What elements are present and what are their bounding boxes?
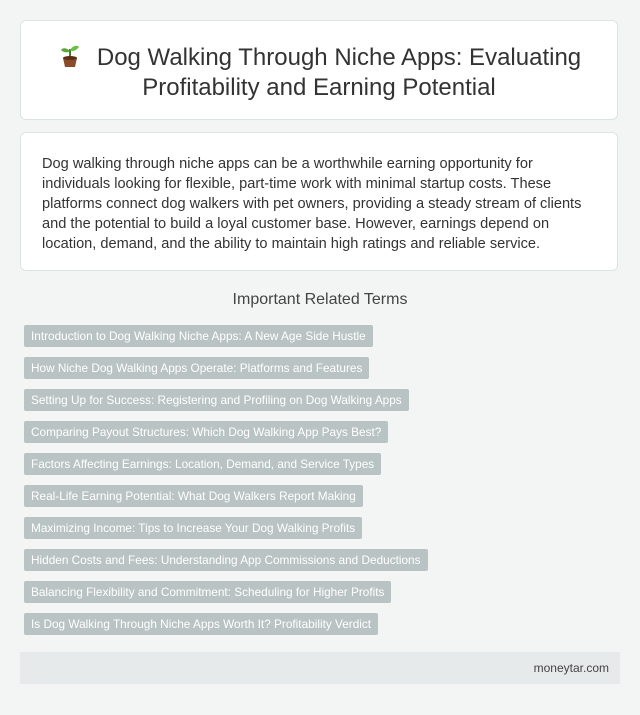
intro-card xyxy=(20,132,618,271)
related-term-tag[interactable]: Maximizing Income: Tips to Increase Your Dog Walking Profits xyxy=(24,517,362,539)
footer xyxy=(20,652,620,684)
related-terms-heading: Important Related Terms xyxy=(232,291,408,308)
related-term-tag[interactable]: Real-Life Earning Potential: What Dog Walkers Report Making xyxy=(24,485,363,507)
related-term-tag[interactable]: Is Dog Walking Through Niche Apps Worth It? Profitability Verdict xyxy=(24,613,378,635)
footer-site-name[interactable]: moneytar.com xyxy=(533,661,609,675)
related-term-tag[interactable]: Factors Affecting Earnings: Location, Demand, and Service Types xyxy=(24,453,381,475)
related-term-tag[interactable]: Balancing Flexibility and Commitment: Scheduling for Higher Profits xyxy=(24,581,391,603)
related-term-tag[interactable]: How Niche Dog Walking Apps Operate: Platforms and Features xyxy=(24,357,369,379)
title-line-1: Dog Walking Through Niche Apps: Evaluating xyxy=(96,44,582,71)
title-line-2: Profitability and Earning Potential xyxy=(142,74,496,101)
page-title xyxy=(21,43,617,103)
related-term-tag[interactable]: Hidden Costs and Fees: Understanding App Commissions and Deductions xyxy=(24,549,428,571)
related-term-tag[interactable]: Setting Up for Success: Registering and Profiling on Dog Walking Apps xyxy=(24,389,409,411)
title-card xyxy=(20,20,618,120)
related-terms-list xyxy=(24,325,428,645)
sprout-icon xyxy=(57,43,83,69)
related-term-tag[interactable]: Comparing Payout Structures: Which Dog Walking App Pays Best? xyxy=(24,421,388,443)
related-term-tag[interactable]: Introduction to Dog Walking Niche Apps: A New Age Side Hustle xyxy=(24,325,373,347)
intro-paragraph: Dog walking through niche apps can be a worthwhile earning opportunity for individuals looking for flexible, part-time work with minimal startup costs. These platforms connect dog walkers with pet owners, providing a steady stream of clients and the potential to build a loyal customer base. However, earnings depend on location, demand, and the ability to maintain high ratings and reliable service. xyxy=(42,156,582,252)
